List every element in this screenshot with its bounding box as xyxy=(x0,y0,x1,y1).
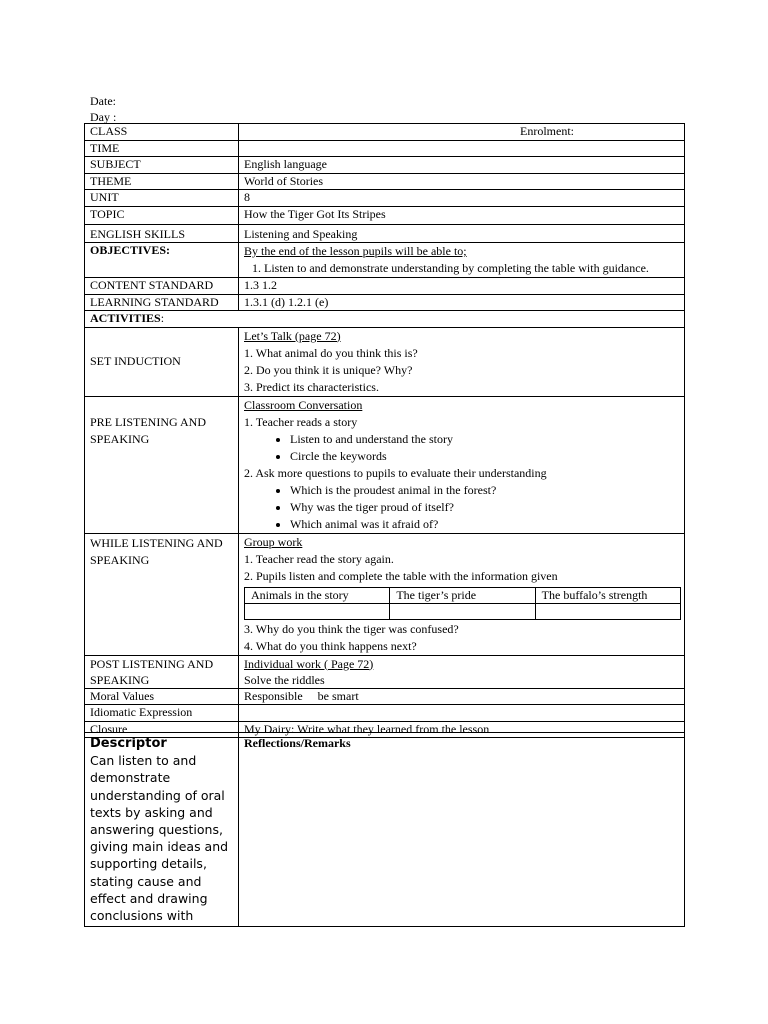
pre-listening-line-1: 1. Teacher reads a story xyxy=(244,414,358,429)
descriptor-cell xyxy=(85,733,239,927)
date-label: Date: xyxy=(90,94,116,108)
objectives-item: 1. Listen to and demonstrate understanding by completing the table with guidance. xyxy=(252,261,649,275)
list-item: • Listen to and understand the story xyxy=(290,431,679,448)
row-learning-standard xyxy=(85,294,685,311)
set-induction-label: SET INDUCTION xyxy=(85,327,239,396)
subject-value: English language xyxy=(239,157,685,174)
row-theme xyxy=(85,173,685,190)
set-induction-cell xyxy=(239,327,685,396)
table-header-buffalo-strength: The buffalo’s strength xyxy=(535,587,680,603)
closure-value: My Dairy: Write what they learned from the lesson xyxy=(239,721,685,738)
row-set-induction xyxy=(85,327,685,396)
table-header-tiger-pride: The tiger’s pride xyxy=(390,587,535,603)
enrolment-label: Enrolment: xyxy=(239,124,685,141)
descriptor-text: Can listen to and demonstrate understanding of oral texts by asking and answering questions, giving main ideas and supporting details, stating cause and effect and drawing conclusions with xyxy=(90,753,229,924)
reflections-label: Reflections/Remarks xyxy=(244,736,351,750)
table-header-animals: Animals in the story xyxy=(245,587,390,603)
row-activities xyxy=(85,311,685,328)
descriptor-table xyxy=(84,732,685,927)
row-idiomatic xyxy=(85,705,685,722)
story-info-table xyxy=(244,587,681,620)
row-objectives xyxy=(85,243,685,278)
pre-listening-cell xyxy=(239,396,685,533)
row-time xyxy=(85,140,685,157)
while-listening-line-3: 3. Why do you think the tiger was confused? xyxy=(244,621,459,636)
post-listening-line-1: Solve the riddles xyxy=(244,672,325,687)
list-item: • Which is the proudest animal in the forest? xyxy=(290,482,679,499)
set-induction-heading: Let’s Talk (page 72) xyxy=(244,328,341,343)
descriptor-title: Descriptor xyxy=(90,736,167,751)
objectives-intro: By the end of the lesson pupils will be able to; xyxy=(244,244,467,258)
row-content-standard xyxy=(85,278,685,295)
pre-listening-heading: Classroom Conversation xyxy=(244,397,363,412)
content-standard-value: 1.3 1.2 xyxy=(239,278,685,295)
day-label: Day : xyxy=(90,110,117,124)
post-listening-label: POST LISTENING AND SPEAKING xyxy=(85,655,239,688)
while-listening-cell xyxy=(239,533,685,655)
list-item: • Which animal was it afraid of? xyxy=(290,516,679,533)
lesson-plan-table xyxy=(84,123,685,738)
while-listening-line-1: 1. Teacher read the story again. xyxy=(244,551,394,566)
set-induction-line-3: 3. Predict its characteristics. xyxy=(244,379,379,394)
while-listening-label: WHILE LISTENING AND SPEAKING xyxy=(85,533,239,655)
row-while-listening xyxy=(85,533,685,655)
activities-heading: ACTIVITIES: xyxy=(85,311,685,328)
moral-values-label: Moral Values xyxy=(85,688,239,705)
idiomatic-value xyxy=(239,705,685,722)
pre-listening-line-2: 2. Ask more questions to pupils to evaluate their understanding xyxy=(244,465,547,480)
while-listening-line-4: 4. What do you think happens next? xyxy=(244,638,417,653)
row-moral-values xyxy=(85,688,685,705)
unit-value: 8 xyxy=(239,190,685,207)
row-subject xyxy=(85,157,685,174)
topic-value: How the Tiger Got Its Stripes xyxy=(239,206,685,224)
table-cell xyxy=(245,603,390,619)
closure-label: Closure xyxy=(85,721,239,738)
table-row xyxy=(245,587,681,603)
class-label: CLASS xyxy=(85,124,239,141)
descriptor-row xyxy=(85,733,685,927)
list-item: • Circle the keywords xyxy=(290,448,679,465)
post-listening-heading: Individual work ( Page 72) xyxy=(244,656,374,671)
learning-standard-label: LEARNING STANDARD xyxy=(85,294,239,311)
row-post-listening xyxy=(85,655,685,688)
row-skills xyxy=(85,224,685,243)
set-induction-line-2: 2. Do you think it is unique? Why? xyxy=(244,362,413,377)
list-item: • Why was the tiger proud of itself? xyxy=(290,499,679,516)
subject-label: SUBJECT xyxy=(85,157,239,174)
pre-listening-bullets-1 xyxy=(244,431,679,465)
row-topic xyxy=(85,206,685,224)
pre-listening-label: PRE LISTENING AND SPEAKING xyxy=(85,396,239,533)
set-induction-line-1: 1. What animal do you think this is? xyxy=(244,345,418,360)
objectives-cell xyxy=(239,243,685,278)
time-label: TIME xyxy=(85,140,239,157)
topic-label: TOPIC xyxy=(85,206,239,224)
pre-listening-bullets-2 xyxy=(244,482,679,533)
while-listening-line-2: 2. Pupils listen and complete the table with the information given xyxy=(244,568,558,583)
post-listening-cell xyxy=(239,655,685,688)
table-cell xyxy=(390,603,535,619)
moral-values-value: Responsible be smart xyxy=(239,688,685,705)
row-class xyxy=(85,124,685,141)
row-pre-listening xyxy=(85,396,685,533)
objectives-label: OBJECTIVES: xyxy=(85,243,239,278)
table-cell xyxy=(535,603,680,619)
time-value xyxy=(239,140,685,157)
skills-label: ENGLISH SKILLS xyxy=(85,224,239,243)
idiomatic-label: Idiomatic Expression xyxy=(85,705,239,722)
content-standard-label: CONTENT STANDARD xyxy=(85,278,239,295)
while-listening-heading: Group work xyxy=(244,534,303,549)
theme-value: World of Stories xyxy=(239,173,685,190)
skills-value: Listening and Speaking xyxy=(239,224,685,243)
unit-label: UNIT xyxy=(85,190,239,207)
learning-standard-value: 1.3.1 (d) 1.2.1 (e) xyxy=(239,294,685,311)
row-unit xyxy=(85,190,685,207)
table-row xyxy=(245,603,681,619)
theme-label: THEME xyxy=(85,173,239,190)
reflections-cell xyxy=(239,733,685,927)
